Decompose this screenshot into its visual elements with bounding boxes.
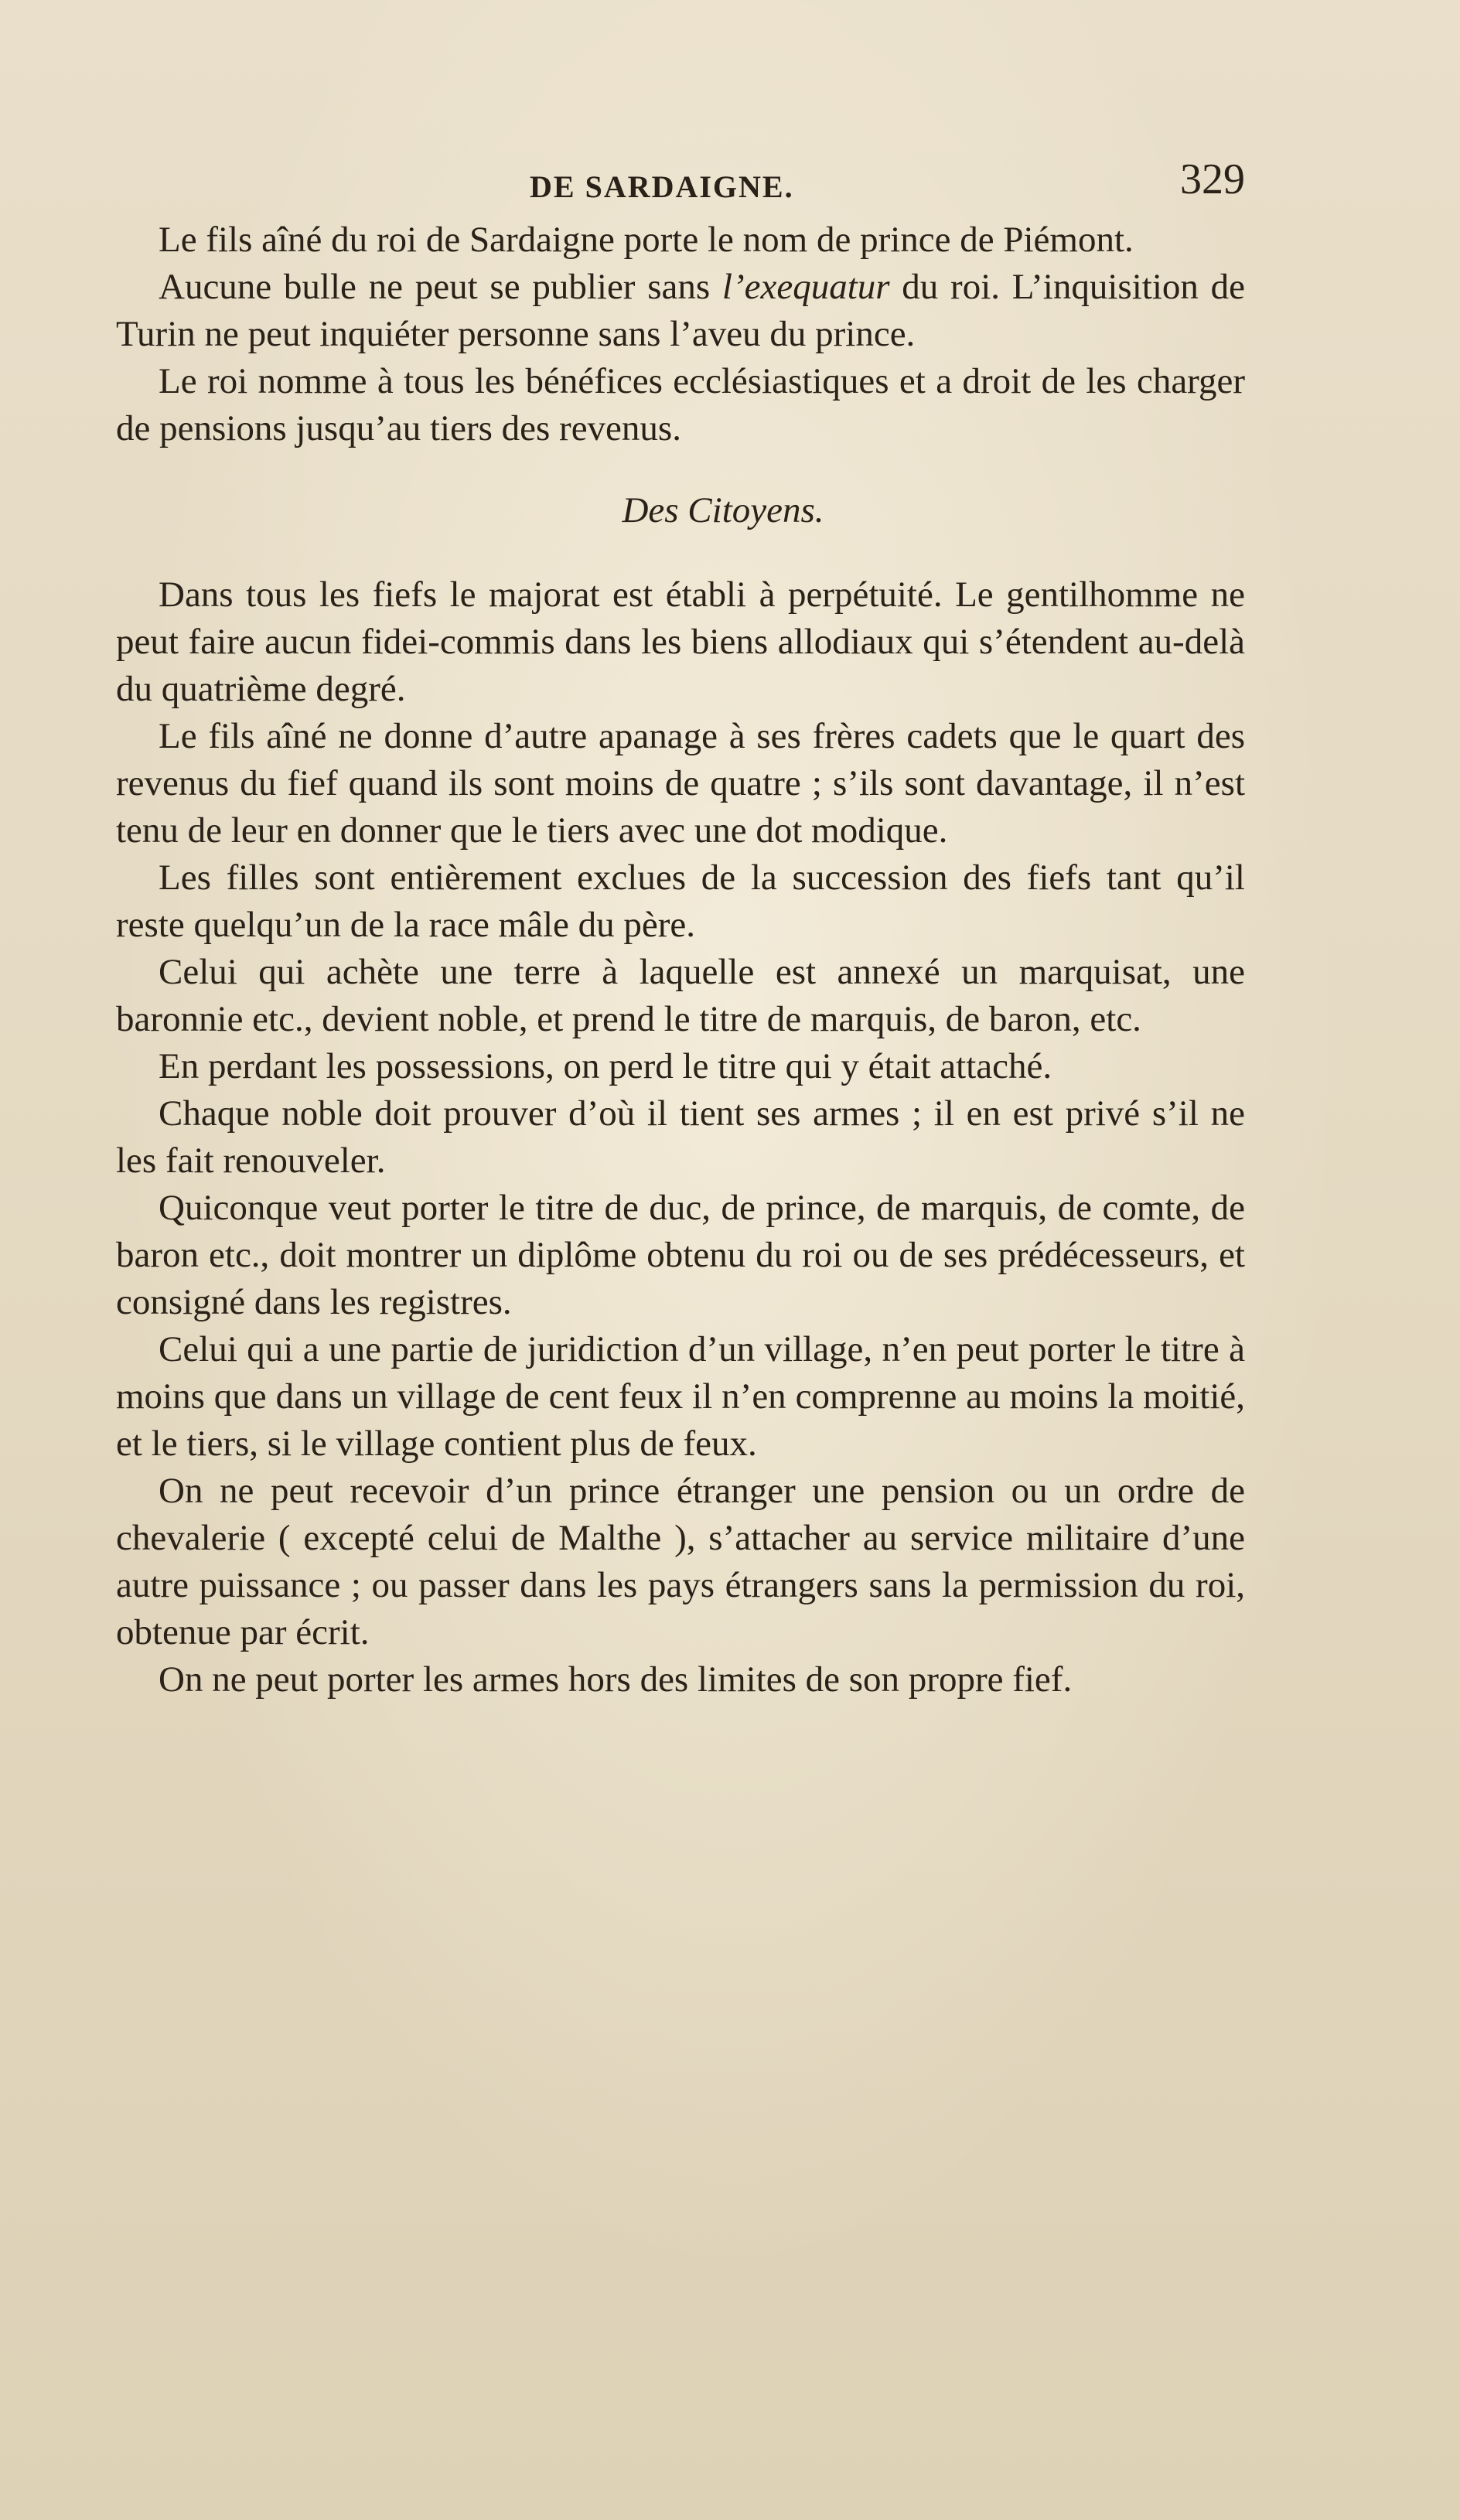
paragraph-marquisat: Celui qui achète une terre à laquelle est annexé un marquisat, une baronnie etc., devient noble, et prend le titre de marquis, de baron, etc.	[116, 952, 1245, 1039]
paragraph-prince-title: Le fils aîné du roi de Sardaigne porte le nom de prince de Piémont.	[159, 220, 1134, 260]
paragraph-bulle-before: Aucune bulle ne peut se publier sans	[159, 267, 722, 307]
paragraph-armes: Chaque noble doit prouver d’où il tient ses armes ; il en est privé s’il ne les fait renouveler.	[116, 1093, 1245, 1181]
page-header	[116, 155, 1245, 217]
paragraph-bulle-after: du roi. L’inquisition de Turin ne peut inquiéter personne sans l’aveu du prince.	[116, 267, 1245, 354]
exequatur-term: l’exequatur	[721, 267, 890, 307]
paragraph-benefices: Le roi nomme à tous les bénéfices ecclésiastiques et a droit de les charger de pensions jusqu’au tiers des revenus.	[116, 361, 1245, 448]
paragraph-majorat: Dans tous les fiefs le majorat est établi à perpétuité. Le gentilhomme ne peut faire aucun fidei-commis dans les biens allodiaux qui s’étendent au-delà du quatrième degré.	[116, 575, 1245, 709]
running-head: DE SARDAIGNE.	[530, 169, 794, 204]
paragraph-bulle	[116, 264, 1245, 358]
section-title: Des Citoyens.	[622, 490, 824, 530]
text-block	[116, 155, 1245, 1703]
paragraph-juridiction: Celui qui a une partie de juridiction d’un village, n’en peut porter le titre à moins que dans un village de cent feux il n’en comprenne au moins la moitié, et le tiers, si le village contient plus de feux.	[116, 1329, 1245, 1464]
paragraph-filles: Les filles sont entièrement exclues de la succession des fiefs tant qu’il reste quelqu’un de la race mâle du père.	[116, 858, 1245, 945]
paragraph-pension: On ne peut recevoir d’un prince étranger une pension ou un ordre de chevalerie ( excepté celui de Malthe ), s’attacher au service militaire d’une autre puissance ; ou passer dans les pays étrangers sans la permission du roi, obtenue par écrit.	[116, 1471, 1245, 1652]
paragraph-possessions: En perdant les possessions, on perd le titre qui y était attaché.	[159, 1046, 1052, 1086]
page-number: 329	[1180, 155, 1245, 203]
paragraph-apanage: Le fils aîné ne donne d’autre apanage à ses frères cadets que le quart des revenus du fief quand ils sont moins de quatre ; s’ils sont davantage, il n’est tenu de leur en donner que le tiers avec une dot modique.	[116, 716, 1245, 851]
paragraph-diplome: Quiconque veut porter le titre de duc, de prince, de marquis, de comte, de baron etc., doit montrer un diplôme obtenu du roi ou de ses prédécesseurs, et consigné dans les registres.	[116, 1188, 1245, 1322]
paragraph-port-armes: On ne peut porter les armes hors des limites de son propre fief.	[159, 1659, 1073, 1700]
